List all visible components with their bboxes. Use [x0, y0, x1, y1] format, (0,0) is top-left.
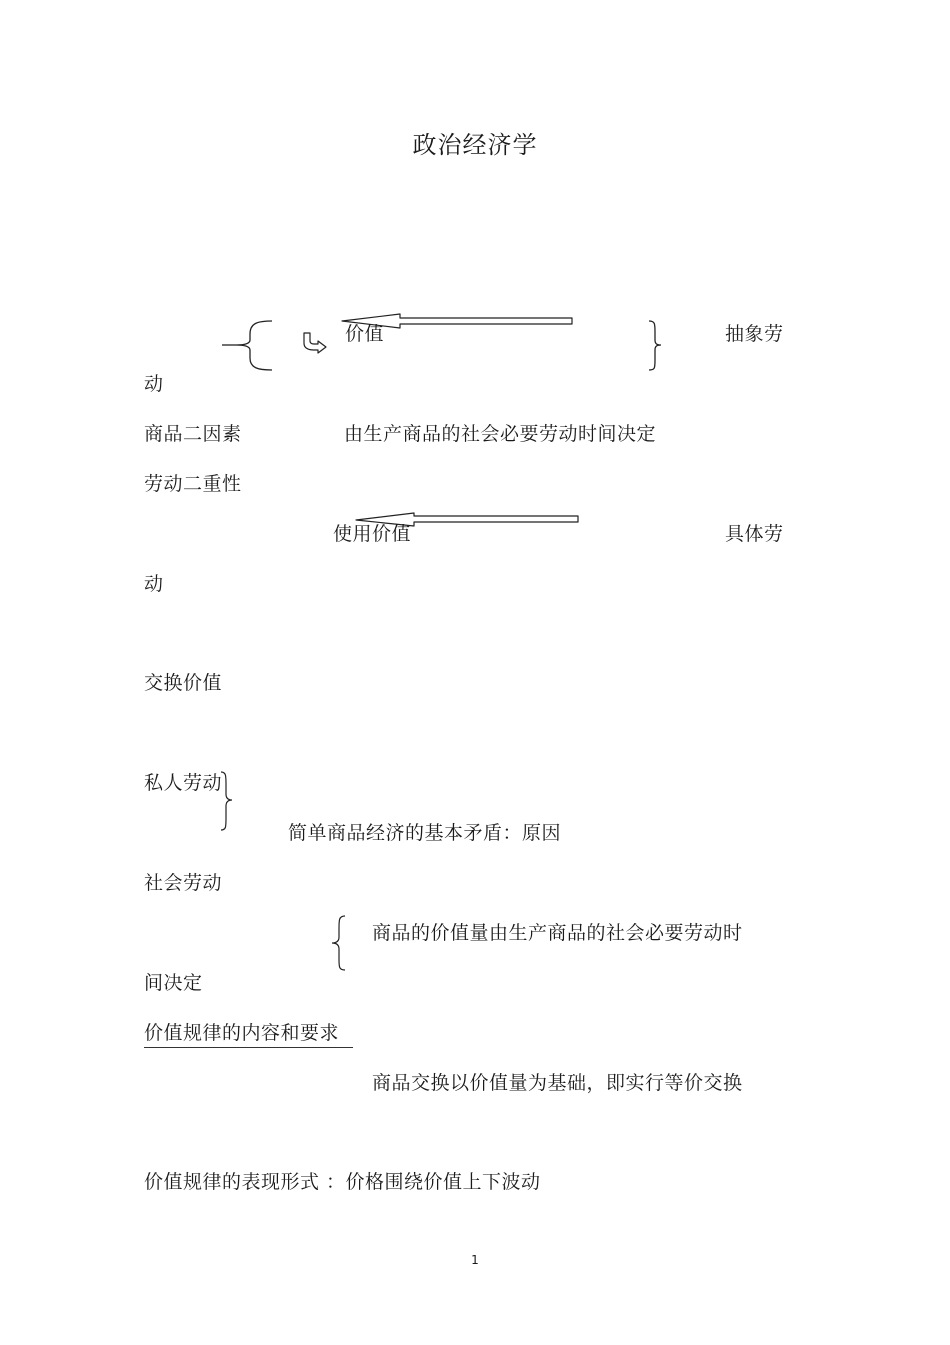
text-exchange-value: 交换价值 [144, 672, 223, 694]
text-value: 价值 [345, 323, 385, 345]
left-brace-small [328, 914, 348, 972]
left-brace-large [218, 318, 278, 374]
text-law-of-value-form: 价值规律的表现形式 ：价格围绕价值上下波动 [144, 1171, 541, 1193]
text-concrete-labor-wrap: 动 [144, 573, 164, 595]
text-use-value: 使用价值 [333, 523, 412, 545]
text-concrete-labor: 具体劳 [725, 523, 784, 545]
text-commodity-two-factors: 商品二因素 [144, 423, 242, 445]
text-abstract-labor-wrap: 动 [144, 373, 164, 395]
text-social-labor: 社会劳动 [144, 872, 223, 894]
text-law-of-value-heading: 价值规律的内容和要求 [144, 1021, 353, 1048]
page-title: 政治经济学 [412, 131, 538, 159]
text-value-determined: 由生产商品的社会必要劳动时间决定 [344, 423, 657, 445]
text-equal-exchange: 商品交换以价值量为基础，即实行等价交换 [372, 1072, 743, 1094]
curved-arrow-icon [300, 330, 330, 354]
right-brace-small [218, 770, 236, 832]
text-basic-contradiction: 简单商品经济的基本矛盾：原因 [288, 822, 562, 844]
text-private-labor: 私人劳动 [144, 772, 223, 794]
text-abstract-labor: 抽象劳 [725, 323, 784, 345]
page-number: 1 [471, 1253, 479, 1267]
text-value-quantity-wrap: 间决定 [144, 972, 203, 994]
text-value-quantity: 商品的价值量由生产商品的社会必要劳动时 [372, 922, 743, 944]
right-brace [645, 318, 665, 374]
text-labor-duality: 劳动二重性 [144, 473, 242, 495]
